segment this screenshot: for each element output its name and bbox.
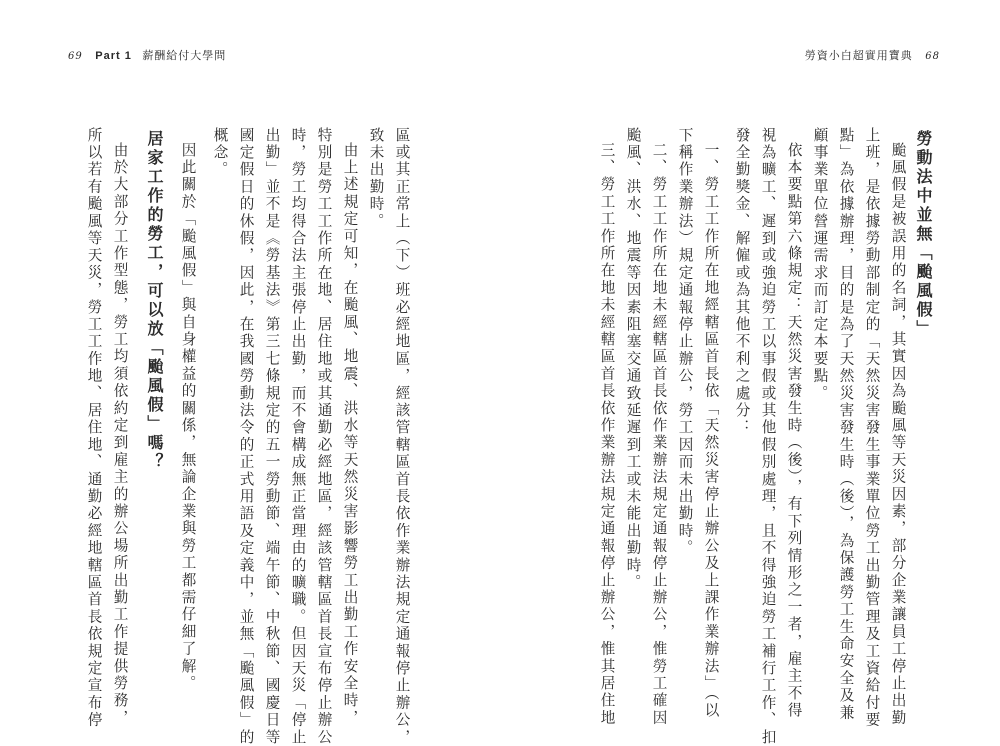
text-column: 特別是勞工工作所在地、居住地或其通勤必經地區，經該管轄區首長宣布停止辦公 [315, 127, 333, 746]
text-column: 下稱作業辦法）規定通報停止辦公，勞工因而未出勤時。 [676, 127, 694, 557]
text-column: 由上述規定可知，在颱風、地震、洪水等天然災害影響勞工出勤工作安全時， [341, 142, 359, 727]
text-column: 發全勤獎金、解僱或為其他不利之處分： [733, 127, 751, 437]
text-column: 點」為依據辦理，目的是為了天然災害發生時（後），為保護勞工生命安全及兼 [837, 127, 855, 722]
right-page-header [805, 47, 948, 63]
text-column: 概念。 [211, 127, 229, 179]
text-column: 上班，是依據勞動部制定的「天然災害發生事業單位勞工出勤管理及工資給付要 [863, 127, 881, 729]
text-column: 三、勞工工作所在地未經轄區首長依作業辦法規定通報停止辦公，惟其居住地 [598, 142, 616, 727]
section-heading-no-typhoon-leave: 勞動法中並無「颱風假」 [914, 130, 933, 339]
text-column: 顧事業單位營運需求而訂定本要點。 [811, 127, 829, 403]
part-title: 薪酬給付大學問 [142, 49, 227, 62]
text-column: 一、勞工工作所在地經轄區首長依「天然災害停止辦公及上課作業辦法」（以 [702, 142, 720, 720]
text-column: 出勤」並不是《勞基法》第三七條規定的五一勞動節、端午節、中秋節、國慶日等 [263, 127, 281, 746]
text-column: 區或其正常上（下）班必經地區，經該管轄區首長依作業辦法規定通報停止辦公， [393, 127, 411, 746]
text-column: 因此關於「颱風假」與自身權益的關係，無論企業與勞工都需仔細了解。 [179, 142, 197, 693]
text-column: 視為曠工、遲到或強迫勞工以事假或其他假別處理，且不得強迫勞工補行工作、扣 [759, 127, 777, 746]
text-column: 國定假日的休假，因此，在我國勞動法令的正式用語及定義中，並無「颱風假」的 [237, 127, 255, 746]
part-label: Part 1 [95, 50, 132, 62]
text-column: 颱風、洪水、地震等因素阻塞交通致延遲到工或未能出勤時。 [624, 127, 642, 592]
text-column: 依本要點第六條規定：天然災害發生時（後），有下列情形之一者，雇主不得 [785, 142, 803, 720]
left-page-number: 69 [68, 51, 83, 62]
text-column: 致未出勤時。 [367, 127, 385, 231]
text-column: 所以若有颱風等天災，勞工工作地、居住地、通勤必經地轄區首長依規定宣布停 [85, 127, 103, 729]
text-column: 颱風假是被誤用的名詞，其實因為颱風等天災因素，部分企業讓員工停止出勤 [889, 142, 907, 727]
book-title: 勞資小白超實用寶典 [804, 49, 913, 62]
section-heading-remote-workers: 居家工作的勞工，可以放「颱風假」嗎？ [145, 130, 164, 472]
left-page-header [60, 47, 226, 63]
right-page-number: 68 [925, 51, 940, 62]
text-column: 時，勞工均得合法主張停止出勤，而不會構成無正當理由的曠職。但因天災「停止 [289, 127, 307, 746]
text-column: 由於大部分工作型態，勞工均須依約定到雇主的辦公場所出勤工作提供勞務， [111, 142, 129, 727]
text-column: 二、勞工工作所在地未經轄區首長依作業辦法規定通報停止辦公，惟勞工確因 [650, 142, 668, 727]
